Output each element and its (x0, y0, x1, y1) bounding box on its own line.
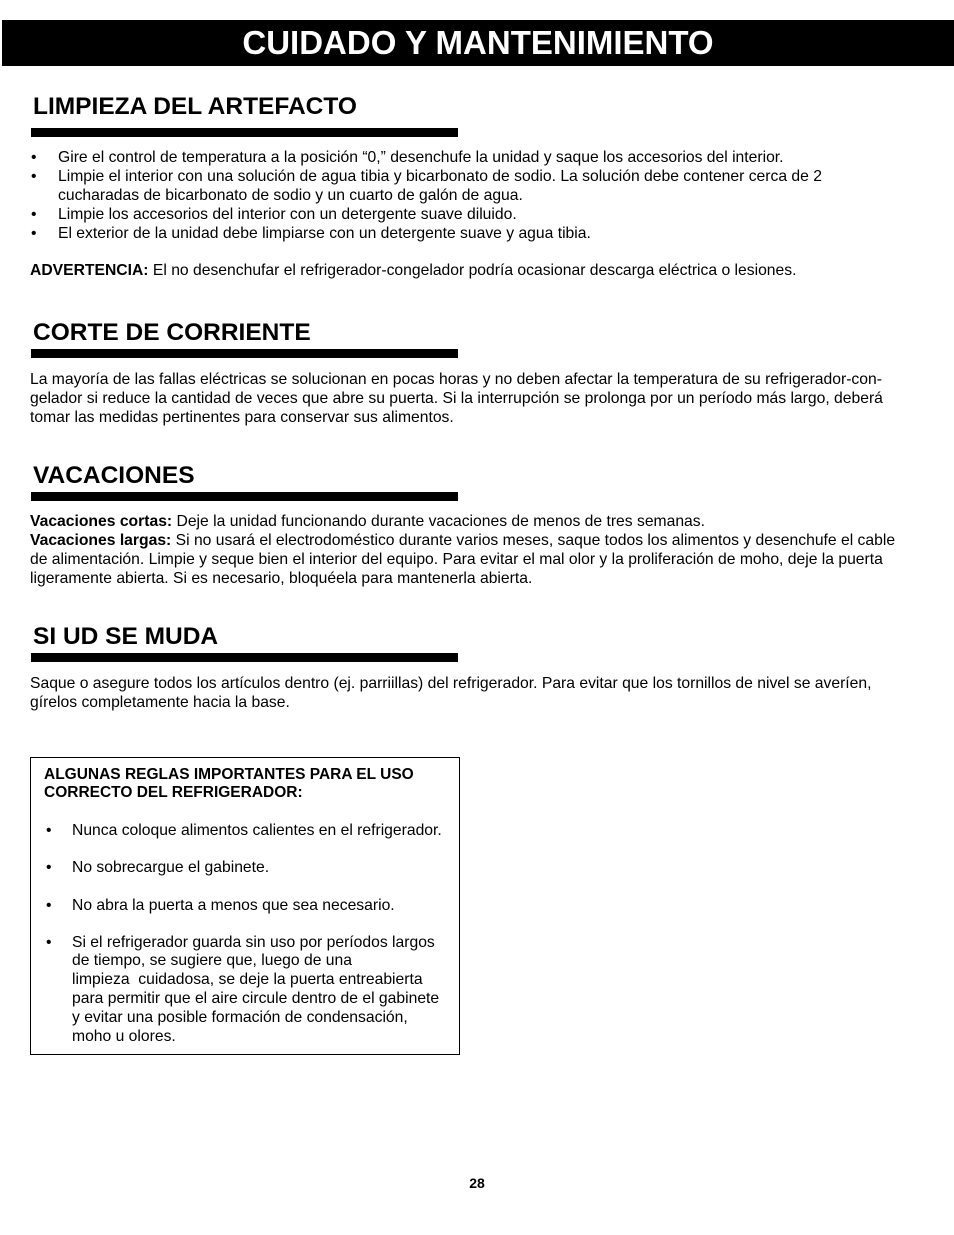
warning-note (30, 261, 796, 280)
list-item (30, 224, 822, 243)
section-heading-mudanza: SI UD SE MUDA (33, 623, 219, 650)
bullet-icon: • (46, 858, 52, 876)
bullet-icon: • (46, 821, 52, 839)
vacaciones-cortas-line (30, 512, 895, 531)
list-item (30, 205, 822, 224)
paragraph-line: de alimentación. Limpie y seque bien el interior del equipo. Para evitar el mal olor y la proliferación de moho, deje la puerta (30, 550, 883, 568)
vacaciones-paragraph (30, 512, 895, 588)
vacaciones-largas-line (30, 531, 895, 550)
list-item (30, 167, 822, 205)
paragraph-line: gírelos completamente hacia la base. (30, 693, 290, 711)
list-item-text: Limpie los accesorios del interior con un detergente suave diluido. (58, 205, 517, 223)
vacaciones-cortas-text: Deje la unidad funcionando durante vacaciones de menos de tres semanas. (176, 512, 705, 530)
rules-list-item-text: Nunca coloque alimentos calientes en el refrigerador. (72, 821, 442, 839)
bullet-icon: • (31, 205, 37, 223)
heading-rule (31, 653, 458, 662)
heading-rule (31, 349, 458, 358)
vacaciones-largas-text: Si no usará el electrodoméstico durante varios meses, saque todos los alimentos y desenchufe el cable (175, 531, 896, 549)
vacaciones-cortas-label: Vacaciones cortas: (30, 512, 173, 530)
rules-list-item (46, 859, 269, 878)
rules-list-item-text: para permitir que el aire circule dentro de el gabinete (72, 989, 440, 1007)
section-heading-corte: CORTE DE CORRIENTE (33, 319, 311, 346)
section-heading-limpieza: LIMPIEZA DEL ARTEFACTO (33, 92, 357, 120)
mudanza-paragraph (30, 674, 871, 712)
bullet-icon: • (31, 148, 37, 166)
warning-label: ADVERTENCIA: (30, 261, 149, 279)
rules-list-item-text: Si el refrigerador guarda sin uso por períodos largos (72, 933, 435, 951)
list-item (30, 148, 822, 167)
paragraph-line: tomar las medidas pertinentes para conservar sus alimentos. (30, 408, 454, 426)
rules-list-item-text: No sobrecargue el gabinete. (72, 858, 270, 876)
paragraph-line: Saque o asegure todos los artículos dentro (ej. parriillas) del refrigerador. Para evitar que los tornillos de nivel se averíen, (30, 674, 872, 692)
rules-list-item-text: y evitar una posible formación de condensación, (72, 1008, 408, 1026)
page-title: CUIDADO Y MANTENIMIENTO (242, 24, 714, 61)
rules-list-item-text: moho u olores. (72, 1027, 176, 1045)
heading-rule (31, 128, 458, 137)
warning-text: El no desenchufar el refrigerador-congelador podría ocasionar descarga eléctrica o lesiones. (152, 261, 797, 279)
rules-list-item (46, 897, 395, 916)
corte-paragraph (30, 370, 883, 427)
rules-list-item-text: No abra la puerta a menos que sea necesario. (72, 896, 395, 914)
rules-list-item-text: limpieza cuidadosa, se deje la puerta entreabierta (72, 971, 423, 989)
list-item-text: El exterior de la unidad debe limpiarse con un detergente suave y agua tibia. (58, 224, 591, 242)
vacaciones-largas-label: Vacaciones largas: (30, 531, 172, 549)
paragraph-line: La mayoría de las fallas eléctricas se solucionan en pocas horas y no deben afectar la temperatura de su refrigerador-con- (30, 370, 882, 388)
rules-list-item-text: de tiempo, se sugiere que, luego de una (72, 952, 352, 970)
bullet-icon: • (46, 933, 52, 951)
rules-box-title-line: ALGUNAS REGLAS IMPORTANTES PARA EL USO (44, 765, 414, 783)
rules-list-item (46, 934, 439, 1047)
title-bar (2, 20, 954, 66)
limpieza-bullet-list (30, 148, 822, 243)
list-item-text: Limpie el interior con una solución de agua tibia y bicarbonato de sodio. La solución debe contener cerca de 2 (58, 167, 822, 185)
rules-box (30, 757, 460, 1055)
rules-list-item (46, 822, 442, 841)
paragraph-line: gelador si reduce la cantidad de veces que abre su puerta. Si la interrupción se prolonga por un período más largo, deberá (30, 389, 883, 407)
paragraph-line: ligeramente abierta. Si es necesario, bloquéela para mantenerla abierta. (30, 569, 533, 587)
bullet-icon: • (46, 896, 52, 914)
section-heading-vacaciones: VACACIONES (33, 462, 195, 489)
rules-box-title-line: CORRECTO DEL REFRIGERADOR: (44, 784, 303, 801)
bullet-icon: • (31, 224, 37, 242)
rules-box-title (44, 766, 414, 803)
page-number: 28 (469, 1175, 485, 1191)
list-item-text: cucharadas de bicarbonato de sodio y un cuarto de galón de agua. (58, 186, 523, 204)
list-item-text: Gire el control de temperatura a la posición “0,” desenchufe la unidad y saque los accesorios del interior. (58, 148, 784, 166)
bullet-icon: • (31, 167, 37, 185)
heading-rule (31, 492, 458, 501)
